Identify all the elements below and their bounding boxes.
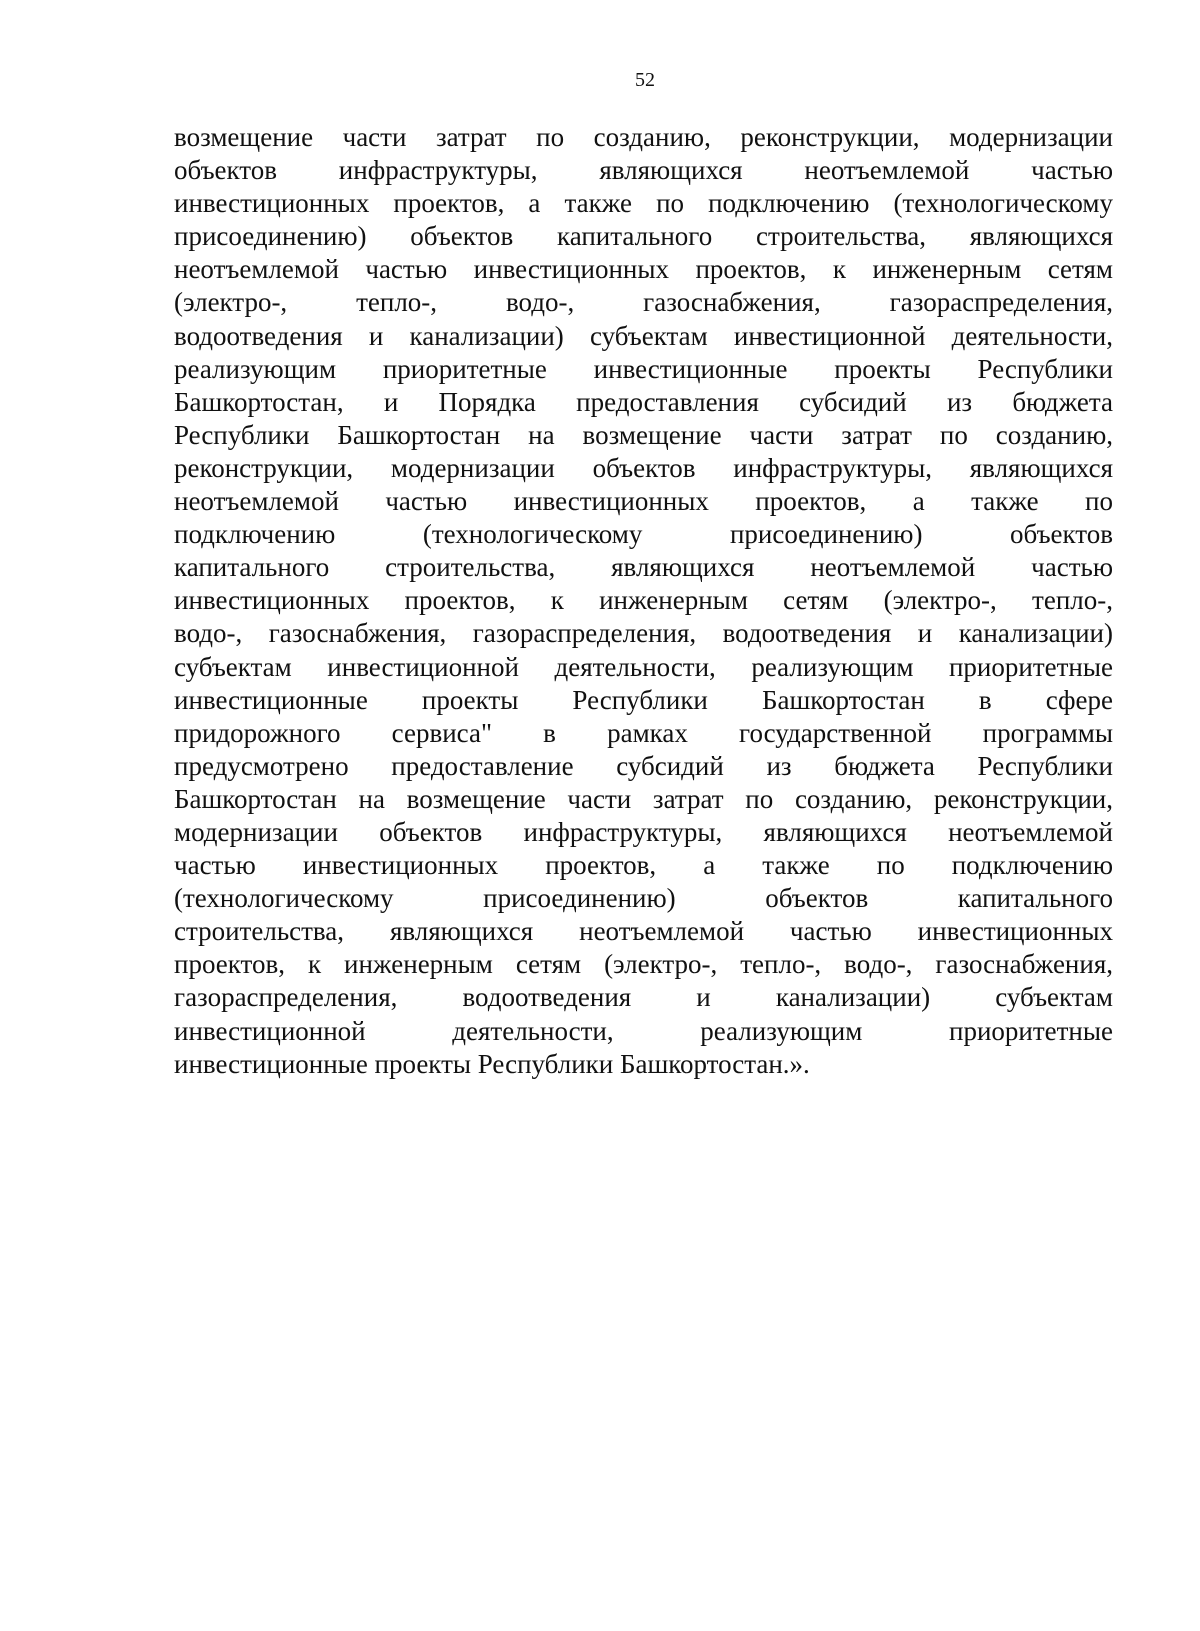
text-line: (электро-, тепло-, водо-, газоснабжения, газораспределения, [174,287,1113,318]
text-line: проектов, к инженерным сетям (электро-, тепло-, водо-, газоснабжения, [174,949,1113,980]
text-line: реконструкции, модернизации объектов инфраструктуры, являющихся [174,452,1113,483]
text-line: инвестиционных проектов, к инженерным сетям (электро-, тепло-, [174,585,1113,616]
text-line: Башкортостан на возмещение части затрат по созданию, реконструкции, [174,783,1113,814]
text-line: придорожного сервиса" в рамках государственной программы [174,717,1113,748]
text-line: возмещение части затрат по созданию, реконструкции, модернизации [174,122,1113,152]
text-line: неотъемлемой частью инвестиционных проектов, к инженерным сетям [174,254,1113,285]
text-line: инвестиционные проекты Республики Башкортостан в сфере [174,684,1113,715]
text-line: водо-, газоснабжения, газораспределения, водоотведения и канализации) [174,618,1113,649]
text-line: (технологическому присоединению) объектов капитального [174,883,1113,914]
page-number: 52 [635,69,655,91]
text-line: реализующим приоритетные инвестиционные проекты Республики [174,353,1113,384]
text-line: подключению (технологическому присоединению) объектов [174,519,1113,550]
body-text [174,121,1113,1081]
text-line: водоотведения и канализации) субъектам инвестиционной деятельности, [174,320,1113,351]
text-line: инвестиционной деятельности, реализующим приоритетные [174,1015,1113,1046]
text-line: частью инвестиционных проектов, а также по подключению [174,850,1113,881]
text-line: Башкортостан, и Порядка предоставления субсидий из бюджета [174,386,1113,417]
text-line: предусмотрено предоставление субсидий из бюджета Республики [174,750,1113,781]
text-line: модернизации объектов инфраструктуры, являющихся неотъемлемой [174,816,1113,847]
text-line: неотъемлемой частью инвестиционных проектов, а также по [174,486,1113,517]
text-line: инвестиционных проектов, а также по подключению (технологическому [174,188,1113,219]
text-line: строительства, являющихся неотъемлемой частью инвестиционных [174,916,1113,947]
text-line: субъектам инвестиционной деятельности, реализующим приоритетные [174,651,1113,682]
text-line: капитального строительства, являющихся неотъемлемой частью [174,552,1113,583]
text-line: объектов инфраструктуры, являющихся неотъемлемой частью [174,155,1113,186]
text-line: присоединению) объектов капитального строительства, являющихся [174,221,1113,252]
text-line: Республики Башкортостан на возмещение части затрат по созданию, [174,419,1113,450]
text-line: газораспределения, водоотведения и канализации) субъектам [174,982,1113,1013]
text-line: инвестиционные проекты Республики Башкортостан.». [174,1048,810,1079]
